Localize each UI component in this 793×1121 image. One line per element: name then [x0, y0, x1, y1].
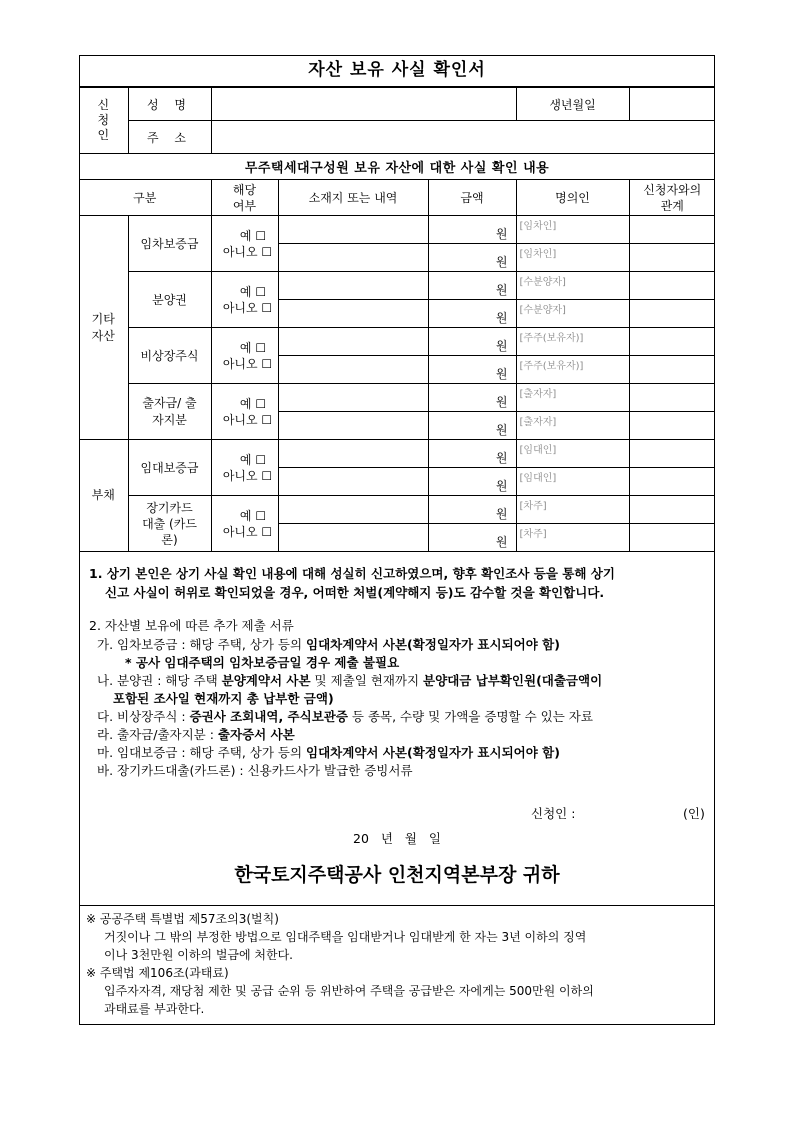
note-1-line-1: 1. 상기 본인은 상기 사실 확인 내용에 대해 성실히 신고하였으며, 향후 확인조사 등을 통해 상기 — [89, 566, 615, 581]
addressee: 한국토지주택공사 인천지역본부장 귀하 — [234, 864, 560, 886]
amount-field[interactable]: 원 — [428, 244, 516, 272]
legal-footer — [86, 910, 594, 1018]
applicable-checkbox[interactable]: 예 ☐ 아니오 ☐ — [211, 496, 278, 552]
note-ga-sub: * 공사 임대주택의 임차보증금일 경우 제출 불필요 — [125, 655, 400, 670]
seal-mark: (인) — [683, 806, 705, 821]
applicable-checkbox[interactable]: 예 ☐ 아니오 ☐ — [211, 216, 278, 272]
amount-field[interactable]: 원 — [428, 300, 516, 328]
note-ma: 마. 임대보증금 : 해당 주택, 상가 등의 임대차계약서 사본(확정일자가 표시되어야 함) — [97, 745, 560, 760]
applicable-checkbox[interactable]: 예 ☐ 아니오 ☐ — [211, 384, 278, 440]
signature-label: 신청인 : — [531, 806, 576, 821]
group-other-assets: 기타 자산 — [79, 216, 128, 440]
note-ga: 가. 임차보증금 : 해당 주택, 상가 등의 임대차계약서 사본(확정일자가 표시되어야 함) — [97, 637, 560, 652]
footer-law-1: ※ 공공주택 특별법 제57조의3(벌칙) — [86, 912, 279, 926]
relation-field[interactable] — [629, 356, 715, 384]
date-line: 20 년 월 일 — [353, 831, 441, 846]
header-applicable: 해당여부 — [211, 180, 278, 216]
name-label: 성 명 — [128, 88, 211, 121]
item-label: 임대보증금 — [128, 440, 211, 496]
footer-law-2-line-2: 과태료를 부과한다. — [104, 1002, 205, 1016]
group-liabilities: 부채 — [79, 440, 128, 552]
amount-field[interactable]: 원 — [428, 328, 516, 356]
relation-field[interactable] — [629, 440, 715, 468]
note-da: 다. 비상장주식 : 증권사 조회내역, 주식보관증 등 종목, 수량 및 가액을 증명할 수 있는 자료 — [97, 709, 593, 724]
location-field[interactable] — [278, 412, 428, 440]
relation-field[interactable] — [629, 524, 715, 552]
birth-label: 생년월일 — [516, 88, 629, 121]
address-field[interactable] — [211, 121, 715, 154]
amount-field[interactable]: 원 — [428, 272, 516, 300]
owner-field[interactable]: [임대인] — [516, 440, 629, 468]
owner-field[interactable]: [출자자] — [516, 384, 629, 412]
birth-field[interactable] — [629, 88, 715, 121]
note-1-line-2: 신고 사실이 허위로 확인되었을 경우, 어떠한 처벌(계약해지 등)도 감수할 것을 확인합니다. — [105, 585, 605, 600]
owner-field[interactable]: [임차인] — [516, 216, 629, 244]
header-location: 소재지 또는 내역 — [278, 180, 428, 216]
note-na: 나. 분양권 : 해당 주택 분양계약서 사본 및 제출일 현재까지 분양대금 납부확인원(대출금액이 — [97, 673, 603, 688]
footer-law-1-line-1: 거짓이나 그 밖의 부정한 방법으로 임대주택을 임대받거나 임대받게 한 자는 3년 이하의 징역 — [104, 930, 587, 944]
amount-field[interactable]: 원 — [428, 412, 516, 440]
owner-field[interactable]: [차주] — [516, 524, 629, 552]
amount-field[interactable]: 원 — [428, 440, 516, 468]
location-field[interactable] — [278, 468, 428, 496]
address-label: 주 소 — [128, 121, 211, 154]
footer-law-2-line-1: 입주자자격, 재당첨 제한 및 공급 순위 등 위반하여 주택을 공급받은 자에게는 500만원 이하의 — [104, 984, 594, 998]
owner-field[interactable]: [주주(보유자)] — [516, 328, 629, 356]
location-field[interactable] — [278, 300, 428, 328]
amount-field[interactable]: 원 — [428, 496, 516, 524]
item-label: 출자금/ 출자지분 — [128, 384, 211, 440]
relation-field[interactable] — [629, 384, 715, 412]
location-field[interactable] — [278, 384, 428, 412]
item-label: 장기카드 대출 (카드론) — [128, 496, 211, 552]
relation-field[interactable] — [629, 244, 715, 272]
relation-field[interactable] — [629, 468, 715, 496]
header-amount: 금액 — [428, 180, 516, 216]
amount-field[interactable]: 원 — [428, 524, 516, 552]
note-ra: 라. 출자금/출자지분 : 출자증서 사본 — [97, 727, 295, 742]
relation-field[interactable] — [629, 496, 715, 524]
relation-field[interactable] — [629, 300, 715, 328]
location-field[interactable] — [278, 328, 428, 356]
header-relation: 신청자와의 관계 — [629, 180, 715, 216]
item-label: 임차보증금 — [128, 216, 211, 272]
owner-field[interactable]: [임차인] — [516, 244, 629, 272]
amount-field[interactable]: 원 — [428, 468, 516, 496]
note-ba: 바. 장기카드대출(카드론) : 신용카드사가 발급한 증빙서류 — [97, 763, 413, 778]
item-label: 분양권 — [128, 272, 211, 328]
relation-field[interactable] — [629, 216, 715, 244]
item-label: 비상장주식 — [128, 328, 211, 384]
amount-field[interactable]: 원 — [428, 216, 516, 244]
footer-law-1-line-2: 이나 3천만원 이하의 벌금에 처한다. — [104, 948, 293, 962]
location-field[interactable] — [278, 356, 428, 384]
owner-field[interactable]: [주주(보유자)] — [516, 356, 629, 384]
location-field[interactable] — [278, 496, 428, 524]
amount-field[interactable]: 원 — [428, 384, 516, 412]
relation-field[interactable] — [629, 328, 715, 356]
header-owner: 명의인 — [516, 180, 629, 216]
applicable-checkbox[interactable]: 예 ☐ 아니오 ☐ — [211, 440, 278, 496]
applicant-label: 신청인 — [79, 88, 128, 154]
location-field[interactable] — [278, 216, 428, 244]
note-2-title: 2. 자산별 보유에 따른 추가 제출 서류 — [89, 618, 294, 633]
owner-field[interactable]: [차주] — [516, 496, 629, 524]
location-field[interactable] — [278, 244, 428, 272]
applicable-checkbox[interactable]: 예 ☐ 아니오 ☐ — [211, 272, 278, 328]
location-field[interactable] — [278, 440, 428, 468]
applicable-checkbox[interactable]: 예 ☐ 아니오 ☐ — [211, 328, 278, 384]
asset-table — [79, 87, 715, 552]
owner-field[interactable]: [수분양자] — [516, 272, 629, 300]
owner-field[interactable]: [출자자] — [516, 412, 629, 440]
page-title: 자산 보유 사실 확인서 — [79, 55, 715, 87]
amount-field[interactable]: 원 — [428, 356, 516, 384]
footer-law-2: ※ 주택법 제106조(과태료) — [86, 966, 229, 980]
relation-field[interactable] — [629, 412, 715, 440]
name-field[interactable] — [211, 88, 516, 121]
relation-field[interactable] — [629, 272, 715, 300]
note-na-line-2: 포함된 조사일 현재까지 총 납부한 금액) — [113, 691, 334, 706]
declaration-notes — [79, 552, 715, 906]
location-field[interactable] — [278, 272, 428, 300]
location-field[interactable] — [278, 524, 428, 552]
section-title: 무주택세대구성원 보유 자산에 대한 사실 확인 내용 — [79, 154, 715, 180]
owner-field[interactable]: [임대인] — [516, 468, 629, 496]
owner-field[interactable]: [수분양자] — [516, 300, 629, 328]
header-category: 구분 — [79, 180, 211, 216]
